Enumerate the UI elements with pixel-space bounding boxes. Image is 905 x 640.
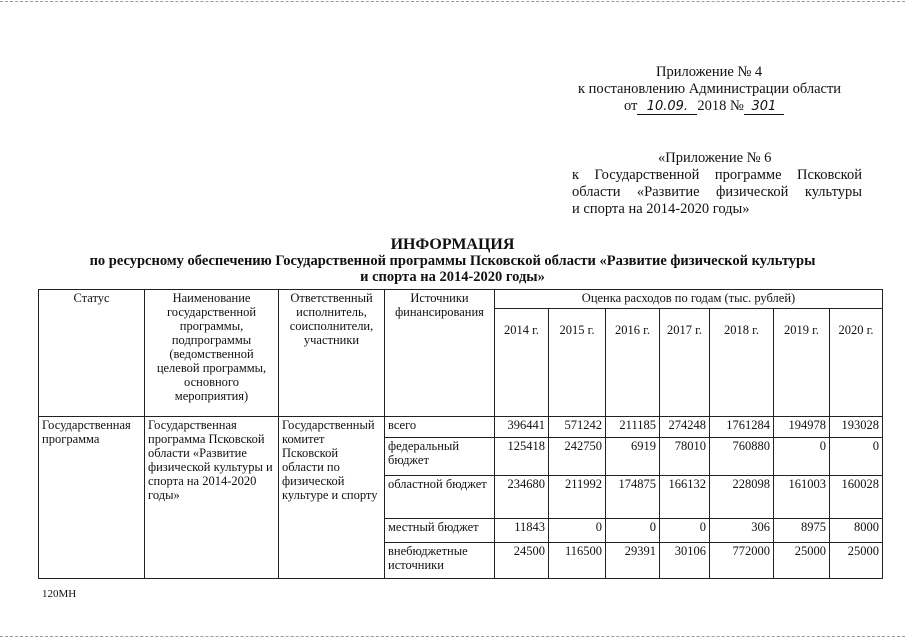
value-cell: 228098 bbox=[710, 476, 774, 519]
value-cell: 0 bbox=[606, 519, 660, 543]
value-cell: 125418 bbox=[495, 438, 549, 476]
value-cell: 25000 bbox=[830, 543, 883, 579]
value-cell: 0 bbox=[774, 438, 830, 476]
value-cell: 194978 bbox=[774, 417, 830, 438]
header-status: Статус bbox=[39, 290, 145, 417]
annex-4-reference: к постановлению Администрации области bbox=[578, 81, 842, 97]
executor-cell: Государственный комитет Псковской области по физической культуре и спорту bbox=[279, 417, 385, 579]
title-heading: ИНФОРМАЦИЯ bbox=[390, 236, 515, 253]
source-cell: местный бюджет bbox=[385, 519, 495, 543]
date-prefix: от bbox=[624, 98, 638, 114]
value-cell: 174875 bbox=[606, 476, 660, 519]
source-cell: внебюджетные источники bbox=[385, 543, 495, 579]
header-name: Наименование государственной программы, подпрограммы (ведомственной целевой программы, основного мероприятия) bbox=[145, 290, 279, 417]
scan-edge-top bbox=[0, 1, 905, 2]
source-cell: областной бюджет bbox=[385, 476, 495, 519]
year-number-text: 2018 № bbox=[697, 98, 744, 114]
annex-6-line-2: к Государственной программе Псковской bbox=[572, 167, 862, 183]
footer-code: 120МН bbox=[42, 588, 77, 600]
value-cell: 166132 bbox=[660, 476, 710, 519]
value-cell: 193028 bbox=[830, 417, 883, 438]
annex-6-line-4: и спорта на 2014-2020 годы» bbox=[572, 201, 750, 217]
program-name-cell: Государственная программа Псковской области «Развитие физической культуры и спорта на 2014-2020 годы» bbox=[145, 417, 279, 579]
value-cell: 116500 bbox=[549, 543, 606, 579]
header-estimate: Оценка расходов по годам (тыс. рублей) bbox=[495, 290, 883, 309]
value-cell: 25000 bbox=[774, 543, 830, 579]
annex-6-line-3: области «Развитие физической культуры bbox=[572, 184, 862, 200]
title-subtitle-line-1: по ресурсному обеспечению Государственной программы Псковской области «Развитие физической культуры bbox=[89, 253, 816, 269]
value-cell: 0 bbox=[660, 519, 710, 543]
value-cell: 306 bbox=[710, 519, 774, 543]
year-header: 2018 г. bbox=[710, 309, 774, 417]
year-header: 2014 г. bbox=[495, 309, 549, 417]
annex-6-header bbox=[572, 150, 862, 218]
year-header: 2019 г. bbox=[774, 309, 830, 417]
annex-4-title: Приложение № 4 bbox=[656, 64, 763, 80]
document-title bbox=[0, 237, 905, 285]
scan-edge-bottom bbox=[0, 636, 905, 637]
value-cell: 571242 bbox=[549, 417, 606, 438]
annex-4-header bbox=[560, 64, 860, 115]
value-cell: 8000 bbox=[830, 519, 883, 543]
value-cell: 274248 bbox=[660, 417, 710, 438]
value-cell: 161003 bbox=[774, 476, 830, 519]
value-cell: 772000 bbox=[710, 543, 774, 579]
handwritten-date: 10.09. bbox=[637, 100, 697, 115]
resource-table bbox=[38, 289, 883, 579]
value-cell: 211185 bbox=[606, 417, 660, 438]
value-cell: 30106 bbox=[660, 543, 710, 579]
year-header: 2016 г. bbox=[606, 309, 660, 417]
value-cell: 11843 bbox=[495, 519, 549, 543]
value-cell: 242750 bbox=[549, 438, 606, 476]
value-cell: 6919 bbox=[606, 438, 660, 476]
annex-4-date-line bbox=[560, 98, 860, 115]
source-cell: федеральный бюджет bbox=[385, 438, 495, 476]
source-cell: всего bbox=[385, 417, 495, 438]
annex-6-title: «Приложение № 6 bbox=[658, 150, 772, 166]
value-cell: 1761284 bbox=[710, 417, 774, 438]
value-cell: 0 bbox=[549, 519, 606, 543]
value-cell: 24500 bbox=[495, 543, 549, 579]
status-cell: Государственная программа bbox=[39, 417, 145, 579]
value-cell: 8975 bbox=[774, 519, 830, 543]
table-header-row bbox=[39, 290, 883, 309]
title-subtitle-line-2: и спорта на 2014-2020 годы» bbox=[360, 269, 545, 285]
header-executor: Ответственный исполнитель, соисполнители, участники bbox=[279, 290, 385, 417]
table-row bbox=[39, 417, 883, 438]
value-cell: 29391 bbox=[606, 543, 660, 579]
value-cell: 211992 bbox=[549, 476, 606, 519]
value-cell: 78010 bbox=[660, 438, 710, 476]
value-cell: 0 bbox=[830, 438, 883, 476]
year-header: 2015 г. bbox=[549, 309, 606, 417]
year-header: 2017 г. bbox=[660, 309, 710, 417]
year-header: 2020 г. bbox=[830, 309, 883, 417]
value-cell: 396441 bbox=[495, 417, 549, 438]
header-source: Источники финансирования bbox=[385, 290, 495, 417]
value-cell: 234680 bbox=[495, 476, 549, 519]
handwritten-number: 301 bbox=[744, 100, 784, 115]
value-cell: 760880 bbox=[710, 438, 774, 476]
value-cell: 160028 bbox=[830, 476, 883, 519]
